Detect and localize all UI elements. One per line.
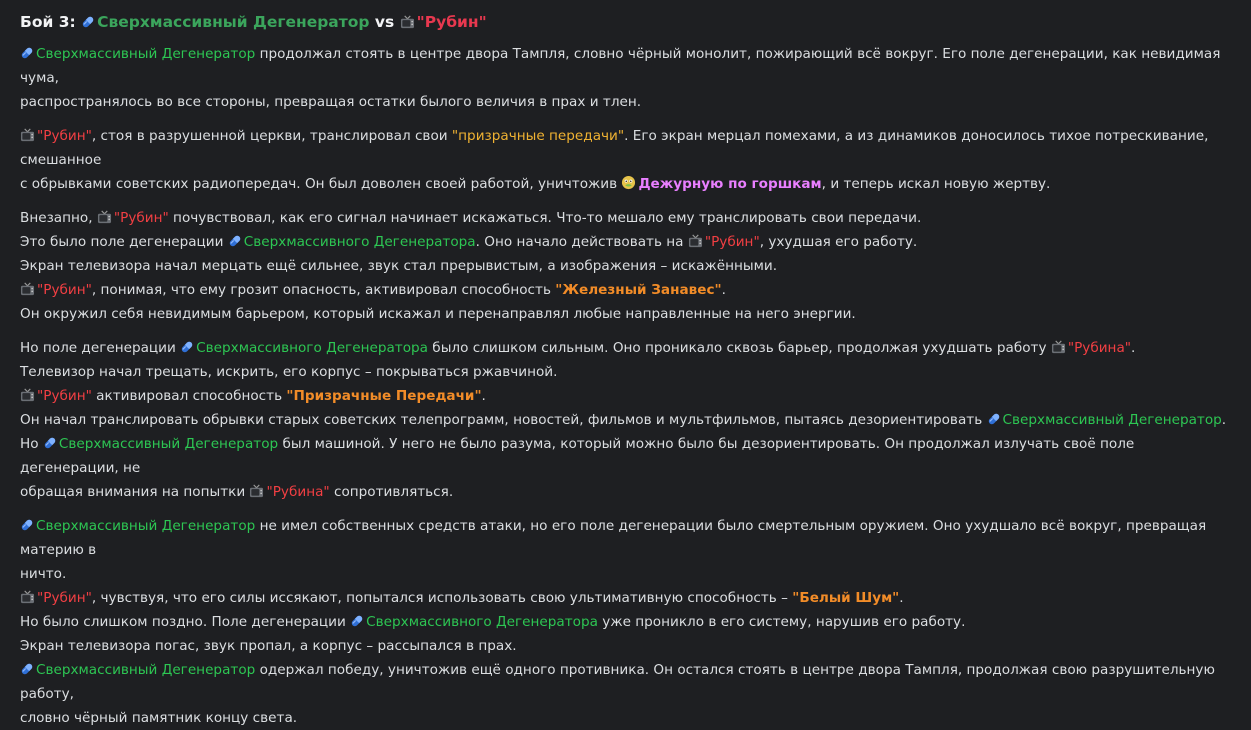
text: обращая внимания на попытки	[20, 484, 250, 500]
television-icon	[688, 234, 703, 248]
television-icon	[20, 128, 35, 142]
text: с обрывками советских радиопередач. Он был доволен своей работой, уничтожив	[20, 176, 622, 192]
text: . Его экран мерцал помехами, а из динамиков доносилось тихое потрескивание, смешанное	[20, 128, 1209, 168]
text: Но было слишком поздно. Поле дегенерации	[20, 614, 351, 630]
fighter-mention: "Рубин"	[37, 128, 92, 144]
text-line	[20, 480, 1231, 504]
fighter-mention: "Рубина"	[1067, 340, 1132, 356]
text: Внезапно,	[20, 210, 97, 226]
fighter-mention: Сверхмассивный Дегенератор	[36, 662, 256, 678]
fighter-mention: Сверхмассивного Дегенератора	[366, 614, 598, 630]
television-icon	[20, 590, 35, 604]
text-line	[20, 336, 1231, 360]
text: .	[481, 388, 486, 404]
pill-icon	[180, 340, 194, 354]
versus-label: vs	[374, 13, 395, 31]
text: .	[899, 590, 904, 606]
fighter-mention: "Рубин"	[37, 590, 92, 606]
text: было слишком сильным. Оно проникало сквозь барьер, продолжая ухудшать работу	[427, 340, 1051, 356]
fighter-mention: Сверхмассивный Дегенератор	[1002, 412, 1222, 428]
pill-icon	[20, 662, 34, 676]
fighter-name: "Рубин"	[416, 13, 487, 31]
text-line	[20, 586, 1231, 610]
fighter-mention: Сверхмассивный Дегенератор	[36, 518, 256, 534]
pill-icon	[81, 15, 95, 29]
ability-mention: "Призрачные Передачи"	[286, 388, 482, 404]
television-icon	[1051, 340, 1066, 354]
text: , чувствуя, что его силы иссякают, попытался использовать свою ультимативную способность –	[91, 590, 793, 606]
fighter-mention: "Рубин"	[37, 388, 92, 404]
text: активировал способность	[91, 388, 287, 404]
text-line	[20, 384, 1231, 408]
text-line: словно чёрный памятник концу света.	[20, 710, 298, 726]
ability-mention: "Железный Занавес"	[555, 282, 722, 298]
pill-icon	[987, 412, 1001, 426]
pill-icon	[350, 614, 364, 628]
text: Это было поле дегенерации	[20, 234, 228, 250]
text: уже проникло в его систему, нарушив его работу.	[597, 614, 966, 630]
text: .	[1221, 412, 1227, 428]
television-icon	[20, 388, 35, 402]
text: сопротивляться.	[329, 484, 454, 500]
television-icon	[249, 484, 264, 498]
fighter-mention: "Рубин"	[113, 210, 169, 226]
text: . Оно начало действовать на	[475, 234, 688, 250]
text: , стоя в разрушенной церкви, транслировал свои	[91, 128, 452, 144]
text-line	[20, 658, 1231, 706]
battle-number: Бой 3:	[20, 13, 76, 31]
text-line	[20, 514, 1231, 562]
text: , ухудшая его работу.	[759, 234, 918, 250]
nauseated-face-icon	[621, 175, 636, 190]
text-line: Телевизор начал трещать, искрить, его корпус – покрываться ржавчиной.	[20, 364, 558, 380]
text: одержал победу, уничтожив ещё одного противника. Он остался стоять в центре двора Тампля, продолжая свою разрушительную работу,	[20, 662, 1215, 702]
paragraph	[20, 206, 1231, 326]
pill-icon	[43, 436, 57, 450]
text: продолжал стоять в центре двора Тампля, словно чёрный монолит, пожирающий всё вокруг. Его поле дегенерации, как невидимая чума,	[20, 46, 1221, 86]
text: Но	[20, 436, 43, 452]
text-line	[20, 206, 1231, 230]
ability-mention: "Белый Шум"	[792, 590, 900, 606]
text: Он начал транслировать обрывки старых советских телепрограмм, новостей, фильмов и мультфильмов, пытаясь дезориентировать	[20, 412, 987, 428]
fighter-mention: Сверхмассивного Дегенератора	[243, 234, 476, 250]
television-icon	[400, 15, 415, 29]
text-line: Он окружил себя невидимым барьером, который искажал и перенаправлял любые направленные на него энергии.	[20, 306, 856, 322]
text-line	[20, 124, 1231, 172]
fighter-mention: "Рубин"	[37, 282, 92, 298]
text-line: Экран телевизора начал мерцать ещё сильнее, звук стал прерывистым, а изображения – искажёнными.	[20, 258, 778, 274]
text: Но поле дегенерации	[20, 340, 181, 356]
text-line: Экран телевизора погас, звук пропал, а корпус – рассыпался в прах.	[20, 638, 517, 654]
text-line	[20, 432, 1231, 480]
text-line: распространялось во все стороны, превращая остатки былого величия в прах и тлен.	[20, 94, 642, 110]
fighter-mention: Сверхмассивный Дегенератор	[36, 46, 256, 62]
paragraph	[20, 514, 1231, 730]
text-line	[20, 172, 1231, 196]
text-line	[20, 42, 1231, 90]
victim-mention: Дежурную по горшкам	[638, 176, 822, 192]
paragraph	[20, 124, 1231, 196]
fighter-mention: Сверхмассивный Дегенератор	[58, 436, 279, 452]
battle-heading	[20, 11, 1231, 33]
fighter-mention: "Рубин"	[704, 234, 760, 250]
fighter-mention: "Рубина"	[266, 484, 330, 500]
paragraph	[20, 42, 1231, 114]
text-line	[20, 230, 1231, 254]
pill-icon	[228, 234, 242, 248]
text: , и теперь искал новую жертву.	[821, 176, 1051, 192]
text: .	[1131, 340, 1136, 356]
text-line	[20, 408, 1231, 432]
text: не имел собственных средств атаки, но его поле дегенерации было смертельным оружием. Оно ухудшало всё вокруг, превращая материю в	[20, 518, 1207, 558]
pill-icon	[20, 518, 34, 532]
text-line	[20, 278, 1231, 302]
text: был машиной. У него не было разума, который можно было бы дезориентировать. Он продолжал излучать своё поле дегенерации, не	[20, 436, 1135, 476]
fighter-mention: Сверхмассивного Дегенератора	[196, 340, 428, 356]
text: почувствовал, как его сигнал начинает искажаться. Что-то мешало ему транслировать свои передачи.	[168, 210, 922, 226]
fighter-name: Сверхмассивный Дегенератор	[97, 13, 370, 31]
text: .	[721, 282, 726, 298]
text-line: ничто.	[20, 566, 67, 582]
television-icon	[20, 282, 35, 296]
television-icon	[97, 210, 112, 224]
paragraph	[20, 336, 1231, 504]
pill-icon	[20, 46, 34, 60]
ability-mention: "призрачные передачи"	[451, 128, 625, 144]
text: , понимая, что ему грозит опасность, активировал способность	[91, 282, 556, 298]
